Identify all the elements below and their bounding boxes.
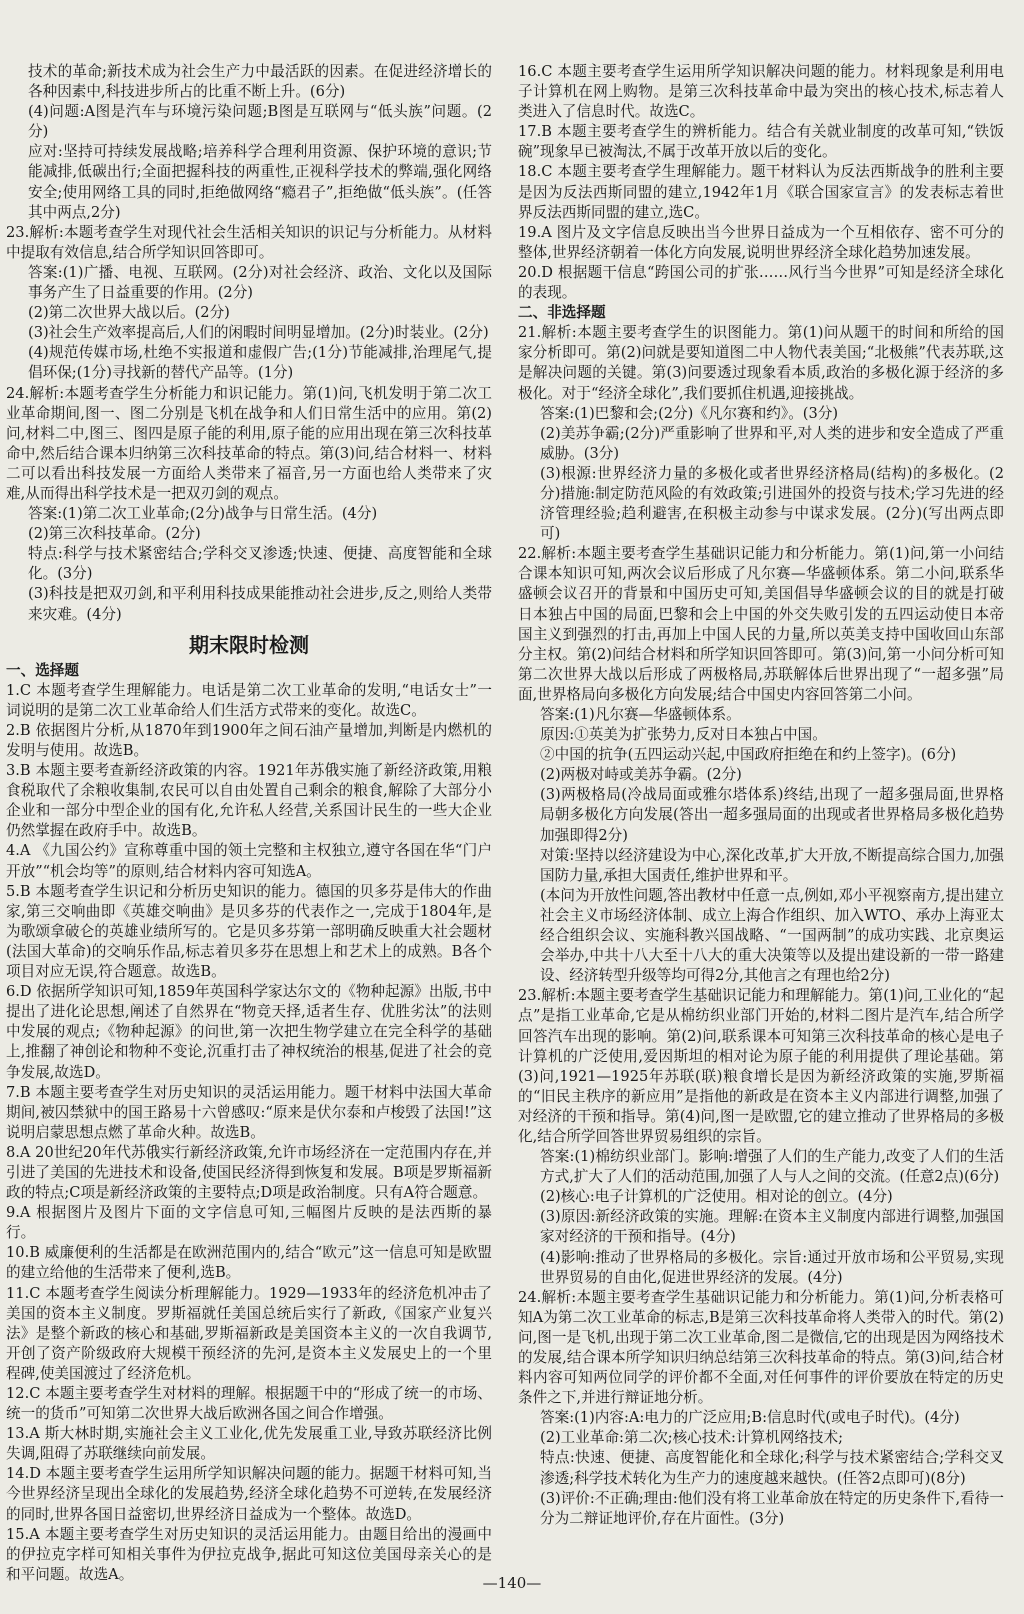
- left-column: [6, 62, 492, 1583]
- answer-paragraph: (2)美苏争霸;(2分)严重影响了世界和平,对人类的进步和安全造成了严重威胁。(3分): [540, 424, 1004, 462]
- answer-paragraph: 11.C 本题考查学生阅读分析理解能力。1929—1933年的经济危机冲击了美国的资本主义制度。罗斯福就任美国总统后实行了新政,《国家产业复兴法》是整个新政的核心和基础,罗斯福新政是美国资本主义的一次自我调节,开创了资产阶级政府大规模干预经济的先河,是资本主义发展史上的一个里程碑,使美国渡过了经济危机。: [6, 1284, 492, 1382]
- answer-paragraph: 二、非选择题: [518, 304, 606, 322]
- answer-paragraph: 15.A 本题主要考查学生对历史知识的灵活运用能力。由题目给出的漫画中的伊拉克字样可知相关事件为伊拉克战争,据此可知这位美国母亲关心的是和平问题。故选A。: [6, 1525, 492, 1583]
- answer-paragraph: (2)工业革命:第二次;核心技术:计算机网络技术;: [540, 1429, 844, 1447]
- answer-paragraph: 技术的革命;新技术成为社会生产力中最活跃的因素。在促进经济增长的各种因素中,科技进步所占的比重不断上升。(6分): [28, 63, 492, 101]
- right-column: [518, 62, 1004, 1552]
- right-column-content: [518, 62, 1004, 1529]
- answer-paragraph: ②中国的抗争(五四运动兴起,中国政府拒绝在和约上签字)。(6分): [540, 746, 957, 764]
- answer-paragraph: 答案:(1)巴黎和会;(2分)《凡尔赛和约》。(3分): [540, 404, 839, 422]
- answer-paragraph: 对策:坚持以经济建设为中心,深化改革,扩大开放,不断提高综合国力,加强国防力量,承担大国责任,维护世界和平。: [540, 846, 1004, 884]
- answer-paragraph: 9.A 根据图片及图片下面的文字信息可知,三幅图片反映的是法西斯的暴行。: [6, 1204, 492, 1242]
- answer-paragraph: 18.C 本题主要考查学生理解能力。题干材料认为反法西斯战争的胜利主要是因为反法西斯同盟的建立,1942年1月《联合国家宣言》的发表标志着世界反法西斯同盟的建立,选C。: [518, 163, 1004, 221]
- answer-paragraph: 6.D 依据所学知识可知,1859年英国科学家达尔文的《物种起源》出版,书中提出了进化论思想,阐述了自然界在“物竞天择,适者生存、优胜劣汰”的法则中发展的观点;《物种起源》的问世,第一次把生物学建立在完全科学的基础上,推翻了神创论和物种不变论,沉重打击了神权统治的根基,促进了社会的竞争发展,故选D。: [6, 983, 492, 1081]
- answer-paragraph: 14.D 本题主要考查学生运用所学知识解决问题的能力。据题干材料可知,当今世界经济呈现出全球化的发展趋势,经济全球化趋势不可逆转,在发展经济的同时,世界各国日益密切,世界经济日益成为一个整体。故选D。: [6, 1465, 492, 1523]
- answer-paragraph: 24.解析:本题主要考查学生基础识记能力和分析能力。第(1)问,分析表格可知A为第二次工业革命的标志,B是第三次科技革命将人类带入的时代。第(2)问,图一是飞机,出现于第二次工业革命,图二是微信,它的出现是因为网络技术的发展,结合课本所学知识归纳总结第三次科技革命的特点。第(3)问,结合材料内容可知两位同学的评价都不全面,对任何事件的评价要放在特定的历史条件之下,并进行辩证地分析。: [518, 1288, 1004, 1407]
- answer-paragraph: (2)核心:电子计算机的广泛使用。相对论的创立。(4分): [540, 1188, 893, 1206]
- answer-paragraph: (3)科技是把双刃剑,和平利用科技成果能推动社会进步,反之,则给人类带来灾难。(4分): [28, 585, 492, 623]
- answer-paragraph: 一、选择题: [6, 661, 79, 679]
- answer-paragraph: 原因:①英美为扩张势力,反对日本独占中国。: [540, 726, 827, 744]
- answer-paragraph: 4.A 《九国公约》宣称尊重中国的领土完整和主权独立,遵守各国在华“门户开放”“机会均等”的原则,结合材料内容可知选A。: [6, 842, 492, 880]
- answer-paragraph: 23.解析:本题考查学生对现代社会生活相关知识的识记与分析能力。从材料中提取有效信息,结合所学知识回答即可。: [6, 223, 492, 261]
- answer-paragraph: 2.B 依据图片分析,从1870年到1900年之间石油产量增加,判断是内燃机的发明与使用。故选B。: [6, 721, 492, 759]
- answer-paragraph: 20.D 根据题干信息“跨国公司的扩张……风行当今世界”可知是经济全球化的表现。: [518, 263, 1004, 302]
- answer-paragraph: 19.A 图片及文字信息反映出当今世界日益成为一个互相依存、密不可分的整体,世界经济朝着一体化方向发展,说明世界经济全球化趋势加速发展。: [518, 223, 1004, 261]
- answer-paragraph: (3)原因:新经济政策的实施。理解:在资本主义制度内部进行调整,加强国家对经济的干预和指导。(4分): [540, 1208, 1004, 1246]
- answer-paragraph: (3)两极格局(冷战局面或雅尔塔体系)终结,出现了一超多强局面,世界格局朝多极化方向发展(答出一超多强局面的出现或者世界格局多极化趋势加强即得2分): [540, 786, 1004, 844]
- answer-paragraph: (3)社会生产效率提高后,人们的闲暇时间明显增加。(2分)时装业。(2分): [28, 324, 489, 342]
- left-column-lower: [6, 661, 492, 1585]
- section-title: 期末限时检测: [189, 632, 309, 657]
- answer-paragraph: 答案:(1)广播、电视、互联网。(2分)对社会经济、政治、文化以及国际事务产生了日益重要的作用。(2分): [28, 263, 492, 302]
- answer-paragraph: 8.A 20世纪20年代苏俄实行新经济政策,允许市场经济在一定范围内存在,并引进了美国的先进技术和设备,使国民经济得到恢复和发展。B项是罗斯福新政的特点;C项是新经济政策的主要特点;D项是政治制度。只有A符合题意。: [6, 1143, 492, 1202]
- answer-paragraph: (2)第二次世界大战以后。(2分): [28, 304, 230, 322]
- answer-paragraph: (2)两极对峙或美苏争霸。(2分): [540, 766, 742, 784]
- answer-paragraph: 23.解析:本题主要考查学生基础识记能力和理解能力。第(1)问,工业化的“起点”是指工业革命,它是从棉纺织业部门开始的,材料二图片是汽车,结合所学回答汽车出现的影响。第(2)问,联系课本可知第三次科技革命的核心是电子计算机的广泛使用,爱因斯坦的相对论为原子能的利用提供了理论基础。第(3)问,1921—1925年苏联(联)粮食增长是因为新经济政策的实施,罗斯福的“旧民主秩序的新应用”是指他的新政是在资本主义内部进行调整,加强了对经济的干预和指导。第(4)问,图一是欧盟,它的建立推动了世界格局的多极化,结合所学回答世界贸易组织的宗旨。: [518, 987, 1004, 1145]
- answer-paragraph: 答案:(1)第二次工业革命;(2分)战争与日常生活。(4分): [28, 505, 378, 523]
- answer-paragraph: (4)影响:推动了世界格局的多极化。宗旨:通过开放市场和公平贸易,实现世界贸易的自由化,促进世界经济的发展。(4分): [540, 1248, 1004, 1286]
- answer-paragraph: 12.C 本题主要考查学生对材料的理解。根据题干中的“形成了统一的市场、统一的货币”可知第二次世界大战后欧洲各国之间合作增强。: [6, 1385, 492, 1423]
- answer-paragraph: 答案:(1)凡尔赛—华盛顿体系。: [540, 706, 741, 723]
- answer-paragraph: (本问为开放性问题,答出教材中任意一点,例如,邓小平视察南方,提出建立社会主义市场经济体制、成立上海合作组织、加入WTO、承办上海亚太经合组织会议、实施科教兴国战略、“一国两制”的成功实践、北京奥运会举办,中共十八大至十八大的重大决策等以及提出建设新的一带一路建设、经济转型升级等均可得2分,其他言之有理也给2分): [540, 886, 1004, 985]
- answer-paragraph: 16.C 本题主要考查学生运用所学知识解决问题的能力。材料现象是利用电子计算机在网上购物。是第三次科技革命中最为突出的核心技术,标志着人类进入了信息时代。故选C。: [518, 63, 1004, 121]
- answer-paragraph: 3.B 本题主要考查新经济政策的内容。1921年苏俄实施了新经济政策,用粮食税取代了余粮收集制,农民可以自由处置自己剩余的粮食,解除了大部分小企业和一部分中型企业的国有化,允许私人经营,关系国计民生的一些大企业仍然掌握在政府手中。故选B。: [6, 762, 492, 840]
- answer-paragraph: (3)评价:不正确;理由:他们没有将工业革命放在特定的历史条件下,看待一分为二辩证地评价,存在片面性。(3分): [540, 1489, 1004, 1527]
- answer-paragraph: 5.B 本题考查学生识记和分析历史知识的能力。德国的贝多芬是伟大的作曲家,第三交响曲即《英雄交响曲》是贝多芬的代表作之一,完成于1804年,是为歌颂拿破仑的英雄业绩所写的。它是贝多芬第一部明确反映重大社会题材(法国大革命)的交响乐作品,标志着贝多芬在思想上和艺术上的成熟。B各个项目对应无误,符合题意。故选B。: [6, 882, 492, 981]
- answer-paragraph: (4)问题:A图是汽车与环境污染问题;B图是互联网与“低头族”问题。(2分): [28, 103, 492, 141]
- answer-paragraph: 22.解析:本题主要考查学生基础识记能力和分析能力。第(1)问,第一小问结合课本知识可知,两次会议后形成了凡尔赛—华盛顿体系。第二小问,联系华盛顿会议召开的背景和中国历史可知,美国倡导华盛顿会议的目的就是打破日本独占中国的局面,巴黎和会上中国的外交失败引发的五四运动使日本帝国主义到强烈的打击,再加上中国人民的力量,所以英美支持中国收回山东部分主权。第(2)问结合材料和所学知识回答即可。第(3)问,第一小问分析可知第二次世界大战以后形成了两极格局,苏联解体后世界出现了“一超多强”局面,世界格局向多极化方向发展;结合中国史内容回答第二小问。: [518, 545, 1004, 703]
- answer-paragraph: 21.解析:本题主要考查学生的识图能力。第(1)问从题干的时间和所给的国家分析即可。第(2)问就是要知道图二中人物代表美国;“北极熊”代表苏联,这是解决问题的关键。第(3)问要透过现象看本质,政治的多极化源于经济的多极化。对于“经济全球化”,我们要抓住机遇,迎接挑战。: [518, 324, 1004, 402]
- answer-paragraph: (4)规范传媒市场,杜绝不实报道和虚假广告;(1分)节能减排,治理尾气,提倡环保;(1分)寻找新的替代产品等。(1分): [28, 344, 492, 382]
- answer-paragraph: 1.C 本题考查学生理解能力。电话是第二次工业革命的发明,“电话女士”一词说明的是第二次工业革命给人们生活方式带来的变化。故选C。: [6, 681, 492, 719]
- answer-paragraph: 24.解析:本题考查学生分析能力和识记能力。第(1)问,飞机发明于第二次工业革命期间,图一、图二分别是飞机在战争和人们日常生活中的应用。第(2)问,材料二中,图三、图四是原子能的利用,原子能的应用出现在第三次科技革命中,然后结合课本归纳第三次科技革命的特点。第(3)问,结合材料一、材料二可以看出科技发展一方面给人类带来了福音,另一方面也给人类带来了灾难,从而得出科学技术是一把双刃剑的观点。: [6, 384, 492, 502]
- answer-paragraph: (2)第三次科技革命。(2分): [28, 525, 201, 543]
- answer-paragraph: 应对:坚持可持续发展战略;培养科学合理利用资源、保护环境的意识;节能减排,低碳出行;全面把握科技的两重性,正视科学技术的弊端,强化网络安全;使用网络工具的同时,拒绝做网络“瘾君子”,拒绝做“低头族”。(任答其中两点,2分): [28, 143, 492, 221]
- answer-paragraph: 10.B 威廉便利的生活都是在欧洲范围内的,结合“欧元”这一信息可知是欧盟的建立给他的生活带来了便利,选B。: [6, 1244, 492, 1282]
- answer-paragraph: (3)根源:世界经济力量的多极化或者世界经济格局(结构)的多极化。(2分)措施:制定防范风险的有效政策;引进国外的投资与技术;学习先进的经济管理经验;趋利避害,在积极主动参与中谋求发展。(2分)(写出两点即可): [540, 464, 1004, 543]
- answer-paragraph: 特点:科学与技术紧密结合;学科交叉渗透;快速、便捷、高度智能和全球化。(3分): [28, 545, 492, 583]
- left-column-upper: [6, 62, 492, 625]
- answer-paragraph: 17.B 本题主要考查学生的辨析能力。结合有关就业制度的改革可知,“铁饭碗”现象早已被淘汰,不属于改革开放以后的变化。: [518, 123, 1004, 161]
- answer-paragraph: 答案:(1)棉纺织业部门。影响:增强了人们的生产能力,改变了人们的生活方式,扩大了人们的活动范围,加强了人与人之间的交流。(任意2点)(6分): [540, 1148, 1004, 1186]
- page-number: —140—: [482, 1574, 542, 1592]
- answer-paragraph: 13.A 斯大林时期,实施社会主义工业化,优先发展重工业,导致苏联经济比例失调,阻碍了苏联继续向前发展。: [6, 1425, 492, 1463]
- answer-paragraph: 答案:(1)内容:A:电力的广泛应用;B:信息时代(或电子时代)。(4分): [540, 1409, 960, 1427]
- answer-paragraph: 7.B 本题主要考查学生对历史知识的灵活运用能力。题干材料中法国大革命期间,被囚禁狱中的国王路易十六曾感叹:“原来是伏尔泰和卢梭毁了法国!”这说明启蒙思想点燃了革命火种。故选B。: [6, 1083, 492, 1141]
- answer-paragraph: 特点:快速、便捷、高度智能化和全球化;科学与技术紧密结合;学科交叉渗透;科学技术转化为生产力的速度越来越快。(任答2点即可)(8分): [540, 1449, 1004, 1487]
